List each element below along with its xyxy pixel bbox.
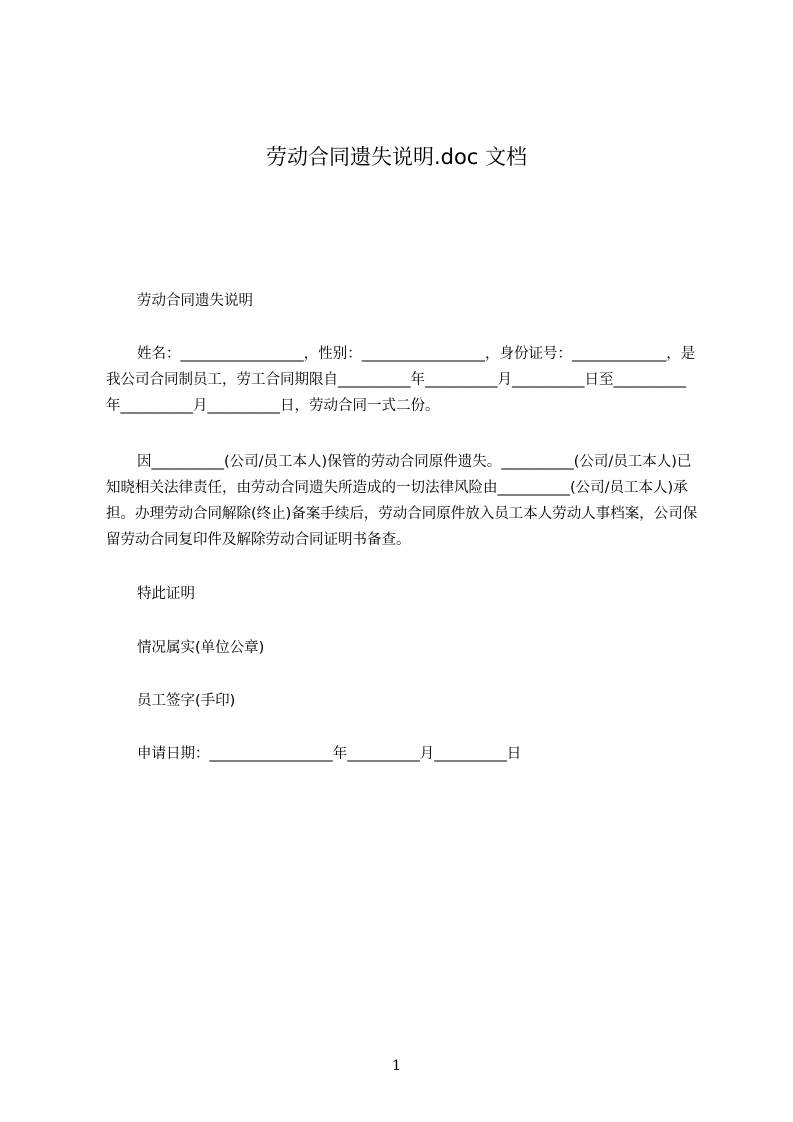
- loss-statement-paragraph: 因__________(公司/员工本人)保管的劳动合同原件遗失。__________(公司/员工本人)已知晓相关法律责任，由劳动合同遗失所造成的一切法律风险由__________(公司/员工本人)承担。办理劳动合同解除(终止)备案手续后，劳动合同原件放入员工本人劳动人事档案，公司保留劳动合同复印件及解除劳动合同证明书备查。: [106, 454, 698, 548]
- document-title: 劳动合同遗失说明.doc 文档: [265, 145, 528, 169]
- personal-info-paragraph: 姓名：_________________，性别：_________________，身份证号：_____________，是我公司合同制员工，劳工合同期限自__________年__________月__________日至__________年__________月__________日，劳动合同一式二份。: [106, 346, 696, 414]
- application-date-line: 申请日期：_________________年__________月__________日: [137, 746, 522, 762]
- certify-line: 特此证明: [137, 586, 195, 602]
- company-seal-line: 情况属实(单位公章): [137, 640, 265, 656]
- employee-signature-line: 员工签字(手印): [137, 693, 236, 709]
- page-number: 1: [392, 1058, 401, 1074]
- document-subtitle: 劳动合同遗失说明: [137, 293, 253, 309]
